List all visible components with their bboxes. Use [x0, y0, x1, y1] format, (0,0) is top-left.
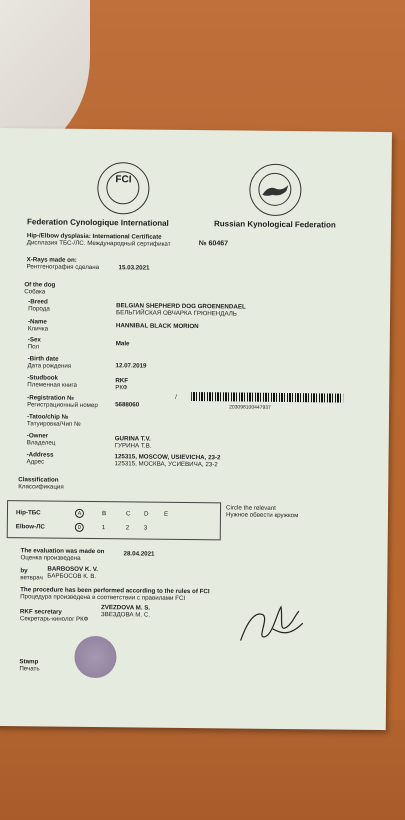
owner-label: -Owner [26, 432, 49, 440]
desk-surface-bottom [0, 720, 405, 820]
evaluation-label-ru: Оценка произведена [20, 554, 81, 562]
vet-name: BARBOSOV K. V. [47, 565, 99, 574]
classification-label: Classification [18, 476, 59, 484]
stamp-label: Stamp [19, 658, 39, 666]
breed-value-ru: БЕЛЬГИЙСКАЯ ОВЧАРКА ГРЮНЕНДАЛЬ [116, 309, 237, 318]
owner-label-ru: Владелец [26, 439, 56, 447]
circle-note-ru: Нужное обвести кружком [225, 511, 299, 520]
evaluation-date: 28.04.2021 [123, 550, 155, 558]
classification-label-ru: Классификация [18, 483, 64, 491]
stamp-seal-icon [74, 636, 116, 678]
sex-label-ru: Пол [27, 343, 40, 351]
rkf-logo-icon [249, 164, 302, 217]
elbow-grade: 2 [125, 524, 130, 532]
breed-value: BELGIAN SHEPHERD DOG GROENENDAEL [116, 302, 246, 311]
hip-grade: C [125, 510, 131, 518]
address-label: -Address [26, 451, 54, 459]
breed-label: -Breed [28, 298, 48, 306]
studbook-value: RKF [115, 377, 129, 385]
secretary-name-ru: ЗВЕЗДОВА М. С. [100, 611, 151, 619]
hip-grade-selected: A [75, 509, 84, 518]
certificate-title-ru: Дисплазия ТБС-/ЛС. Международный сертификат [26, 239, 171, 248]
birth-date-label-ru: Дата рождения [27, 362, 72, 370]
sex-label: -Sex [27, 336, 41, 344]
chip-value: / [175, 393, 177, 401]
circle-note: Circle the relevant [225, 504, 276, 512]
name-value: HANNIBAL BLACK MORION [115, 322, 199, 331]
fci-org-name: Federation Cynologique International [26, 217, 169, 228]
name-label: -Name [27, 318, 47, 326]
hip-grade: E [163, 510, 169, 518]
by-label: by [20, 567, 28, 575]
studbook-label: -Studbook [27, 374, 59, 382]
address-label-ru: Адрес [26, 458, 45, 466]
rkf-org-name: Russian Kynological Federation [213, 219, 336, 230]
certificate-number: № 60467 [198, 240, 229, 248]
procedure-text-ru: Процедура произведена в соответствии с правилами FCI [20, 593, 186, 602]
evaluation-label: The evaluation was made on [20, 547, 105, 556]
secretary-label: RKF secretary [19, 608, 62, 616]
vet-name-ru: БАРБОСОВ К. В. [47, 572, 97, 581]
chip-barcode-icon [191, 392, 343, 403]
birth-date-value: 12.07.2019 [115, 362, 147, 370]
secretary-label-ru: Секретарь-кинолог РКФ [19, 615, 89, 623]
registration-label: -Registration № [27, 394, 74, 402]
address-value: 125315, MOSCOW, USIEVICHA, 23-2 [114, 453, 221, 462]
chip-number: 203098100447937 [229, 404, 271, 411]
hip-grade: D [143, 510, 149, 518]
breed-label-ru: Порода [28, 305, 50, 313]
secretary-name: ZVEZDOVA M. S. [100, 604, 151, 612]
xray-label: X-Rays made on: [26, 256, 77, 264]
certificate-title: Hip-/Elbow dysplasia: International Certificate [26, 232, 162, 241]
grade-box [7, 500, 221, 540]
by-label-ru: ветврач [20, 574, 43, 582]
stamp-label-ru: Печать [19, 665, 40, 673]
birth-date-label: -Birth date [27, 355, 59, 363]
name-label-ru: Кличка [27, 325, 49, 333]
studbook-label-ru: Племенная книга [27, 381, 78, 389]
hip-label: Hip-ТБС [15, 509, 41, 517]
certificate-document [0, 128, 392, 730]
hip-grade: B [101, 510, 107, 518]
chip-label: -Tatoo/chip № [26, 413, 69, 421]
signature-icon [233, 592, 314, 653]
owner-value-ru: ГУРИНА Т.В. [114, 442, 152, 450]
xray-label-ru: Рентгенография сделана [26, 263, 100, 272]
chip-label-ru: Татуировка/Чип № [26, 420, 81, 428]
registration-label-ru: Регистрационный номер [27, 401, 98, 410]
sex-value: Male [115, 340, 130, 348]
procedure-text: The procedure has been performed according to the rules of FCI [20, 586, 210, 596]
xray-date: 15.03.2021 [118, 264, 150, 272]
elbow-grade-selected: 0 [75, 523, 84, 532]
dog-section-label: Of the dog [24, 281, 56, 289]
fci-logo-icon: FCI [97, 162, 150, 215]
elbow-label: Elbow-ЛС [15, 523, 45, 531]
address-value-ru: 125315, МОСКВА, УСИЕВИЧА, 23-2 [114, 460, 218, 469]
studbook-value-ru: РКФ [115, 384, 128, 392]
registration-value: 5688060 [115, 401, 140, 409]
elbow-grade: 1 [101, 524, 106, 532]
owner-value: GURINA T.V. [114, 435, 151, 443]
dog-section-label-ru: Собака [24, 288, 46, 296]
elbow-grade: 3 [143, 524, 148, 532]
